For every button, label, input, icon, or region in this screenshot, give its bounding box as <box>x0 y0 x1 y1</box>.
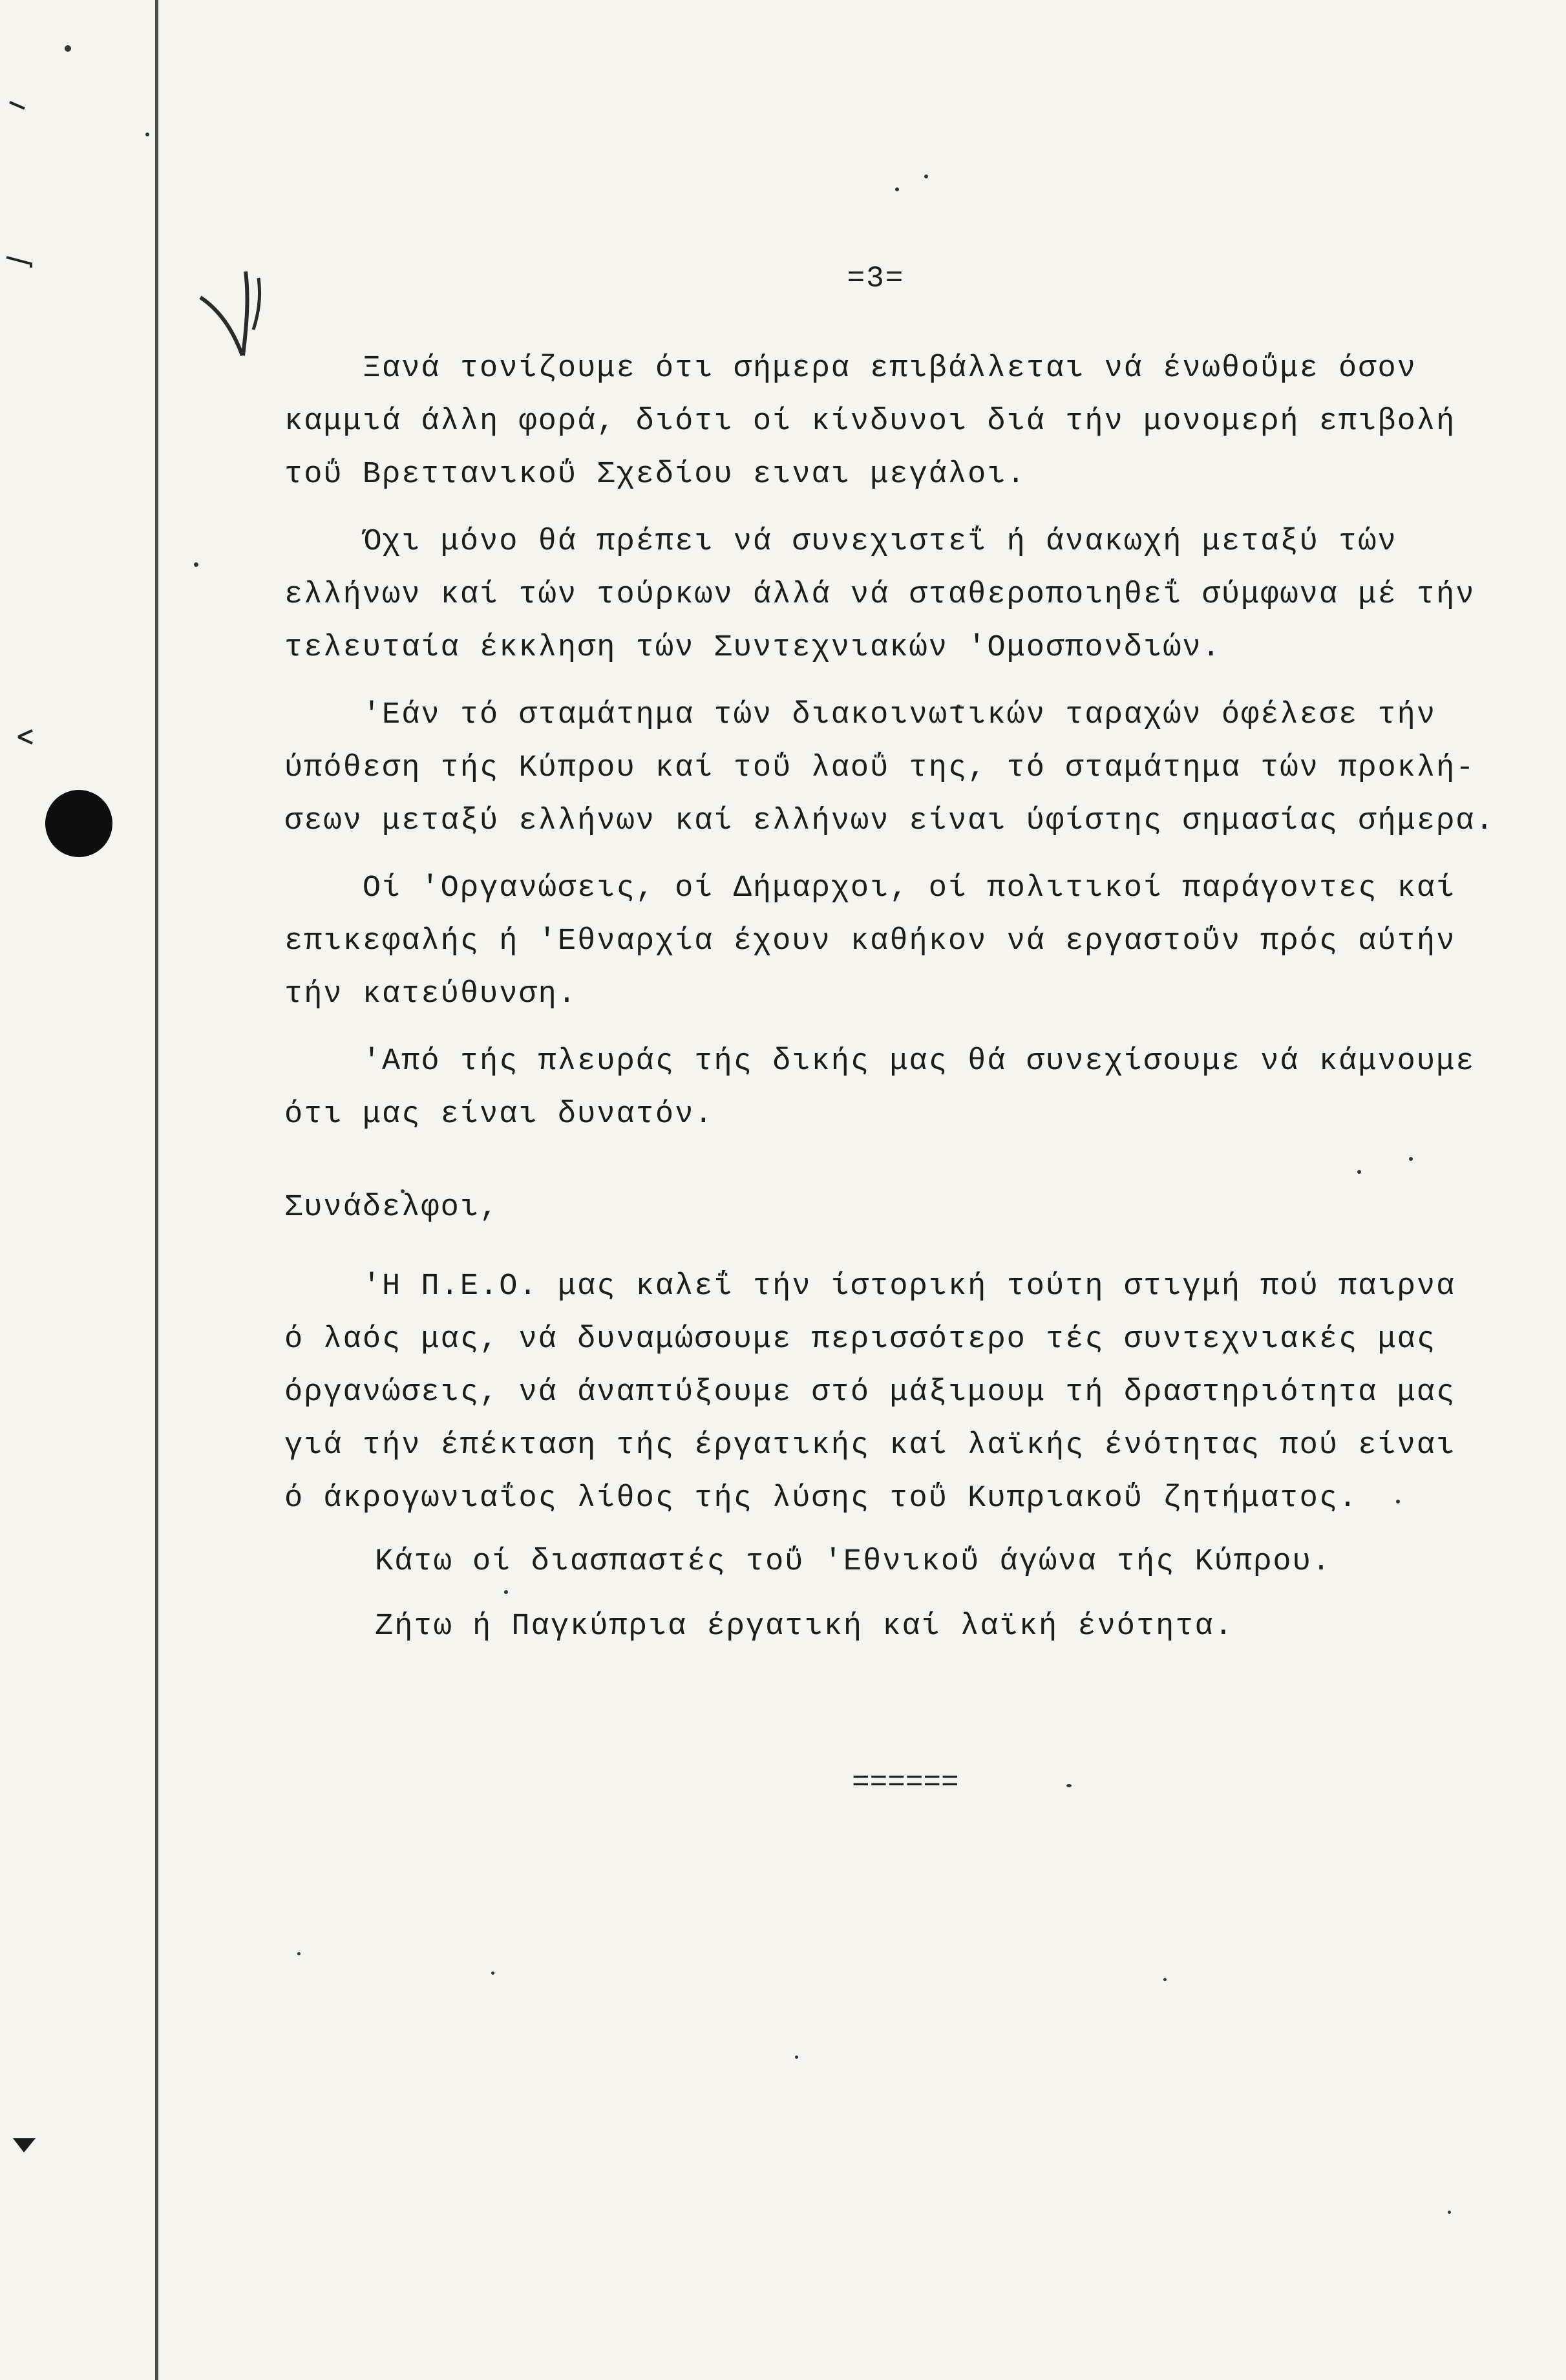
handwritten-pen-mark <box>194 259 278 362</box>
text-line: ότι μας είναι δυνατόν. <box>284 1098 714 1132</box>
scan-speck <box>1163 1978 1167 1981</box>
punch-hole <box>45 790 112 857</box>
text-line: 'Η Π.Ε.Ο. μας καλεΐ τήν ίστορική τούτη στιγμή πού παιρνα <box>284 1270 1456 1304</box>
scan-speck <box>1448 2211 1451 2214</box>
paragraph <box>284 1036 1532 1142</box>
scan-speck <box>1066 1784 1072 1787</box>
text-line: Συνάδελφοι, <box>284 1191 500 1225</box>
text-line: ό λαός μας, νά δυναμώσουμε περισσότερο τές συντεχνιακές μας <box>284 1323 1437 1357</box>
paragraph <box>284 862 1532 1021</box>
scan-speck <box>65 45 71 52</box>
scan-mark <box>10 2133 42 2159</box>
scan-speck <box>145 133 149 136</box>
text-line: τήν κατεύθυνση. <box>284 977 578 1012</box>
text-line: τελευταία έκκληση τών Συντεχνιακών 'Ομοσπονδιών. <box>284 631 1222 665</box>
scan-mark <box>13 724 39 750</box>
salutation <box>284 1182 1532 1235</box>
text-line: γιά τήν έπέκταση τής έργατικής καί λαϊκής ένότητας πού είναι <box>284 1429 1456 1463</box>
text-line: ύπόθεση τής Κύπρου καί τοΰ λαοΰ της, τό σταμάτημα τών προκλή- <box>284 751 1476 785</box>
text-line: ελλήνων καί τών τούρκων άλλά νά σταθεροποιηθεΐ σύμφωνα μέ τήν <box>284 578 1476 612</box>
text-line: καμμιά άλλη φορά, διότι οί κίνδυνοι διά τήν μονομερή επιβολή <box>284 405 1456 439</box>
closing-slogan: Κάτω οί διασπαστές τοΰ 'Εθνικοΰ άγώνα τής Κύπρου. <box>375 1545 1332 1579</box>
scan-mark <box>0 252 39 278</box>
text-line: όργανώσεις, νά άναπτύξουμε στό μάξιμουμ τή δραστηριότητα μας <box>284 1376 1456 1410</box>
text-line: σεων μεταξύ ελλήνων καί ελλήνων είναι ύφίστης σημασίας σήμερα. <box>284 804 1495 838</box>
text-line: Ξανά τονίζουμε ότι σήμερα επιβάλλεται νά ένωθοΰμε όσον <box>284 352 1417 386</box>
body-text <box>284 343 1532 1525</box>
text-line: τοΰ Βρεττανικοΰ Σχεδίου ειναι μεγάλοι. <box>284 458 1026 492</box>
scan-speck <box>924 175 928 178</box>
scan-speck <box>895 187 899 191</box>
closing-slogan: Ζήτω ή Παγκύπρια έργατική καί λαϊκή ένότητα. <box>375 1610 1234 1644</box>
text-line: ό άκρογωνιαΐος λίθος τής λύσης τοΰ Κυπριακοΰ ζητήματος. <box>284 1482 1359 1516</box>
scan-speck <box>297 1952 301 1955</box>
paragraph <box>284 1260 1532 1525</box>
paragraph <box>284 689 1532 848</box>
text-line: επικεφαλής ή 'Εθναρχία έχουν καθήκον νά εργαστοΰν πρός αύτήν <box>284 924 1456 959</box>
scan-speck <box>795 2056 798 2059</box>
scan-speck <box>194 562 198 567</box>
margin-rule <box>155 0 158 2380</box>
scan-speck <box>504 1590 508 1594</box>
paragraph <box>284 516 1532 675</box>
text-line: Όχι μόνο θά πρέπει νά συνεχιστεΐ ή άνακωχή μεταξύ τών <box>284 525 1397 559</box>
scan-mark <box>6 97 32 116</box>
page-number: =3= <box>847 262 905 295</box>
scan-speck <box>491 1971 494 1975</box>
text-line: 'Εάν τό σταμάτημα τών διακοινωτικών ταραχών όφέλεσε τήν <box>284 698 1437 732</box>
text-line: Οί 'Οργανώσεις, οί Δήμαρχοι, οί πολιτικοί παράγοντες καί <box>284 871 1456 906</box>
text-line: 'Από τής πλευράς τής δικής μας θά συνεχίσουμε νά κάμνουμε <box>284 1045 1476 1079</box>
paragraph <box>284 343 1532 502</box>
end-separator: ====== <box>852 1766 959 1800</box>
